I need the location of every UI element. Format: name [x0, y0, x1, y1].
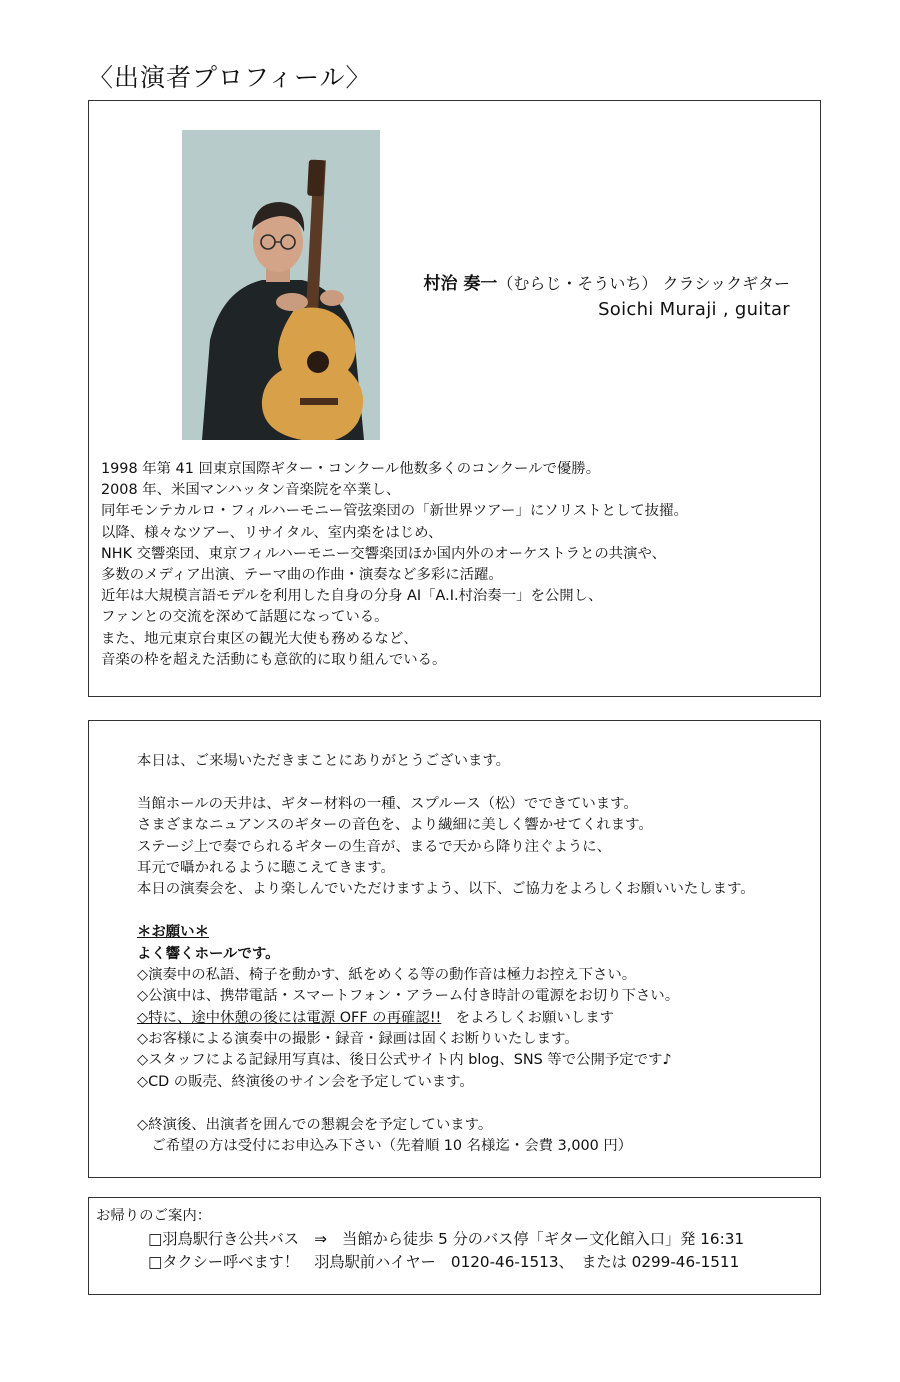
hall-line: 当館ホールの天井は、ギター材料の一種、スプルース（松）でできています。: [137, 795, 638, 812]
bio-line: 以降、様々なツアー、リサイタル、室内楽をはじめ、: [101, 524, 443, 541]
bio-line: 多数のメディア出演、テーマ曲の作曲・演奏など多彩に活躍。: [101, 566, 503, 583]
bio-line: また、地元東京台東区の観光大使も務めるなど、: [101, 630, 418, 647]
request-item-recheck: [137, 1008, 807, 1029]
bio-line: 同年モンテカルロ・フィルハーモニー管弦楽団の「新世界ツアー」にソリストとして抜擢。: [101, 503, 688, 520]
bio-line: 1998 年第 41 回東京国際ギター・コンクール他数多くのコンクールで優勝。: [101, 461, 601, 477]
greeting: 本日は、ご来場いただきまことにありがとうございます。: [137, 753, 511, 769]
page-heading: 〈出演者プロフィール〉: [88, 63, 372, 92]
performer-photo: [182, 130, 380, 440]
bio-line: 近年は大規模言語モデルを利用した自身の分身 AI「A.I.村治奏一」を公開し、: [101, 588, 603, 605]
performer-reading: （むらじ・そういち） クラシックギター: [497, 274, 790, 293]
hall-line: 耳元で囁かれるように聴こえてきます。: [137, 859, 395, 876]
performer-bio: [101, 459, 801, 671]
bio-line: NHK 交響楽団、東京フィルハーモニー交響楽団ほか国内外のオーケストラとの共演や、: [101, 545, 667, 562]
return-info-box: [88, 1197, 821, 1295]
request-item: ◇CD の販売、終演後のサイン会を予定しています。: [137, 1073, 474, 1090]
performer-name-en: Soichi Muraji , guitar: [598, 299, 790, 320]
bio-line: 音楽の枠を超えた活動にも意欲的に取り組んでいる。: [101, 651, 447, 668]
recheck-underlined: ◇特に、途中休憩の後には電源 OFF の再確認!!: [137, 1009, 442, 1026]
notice-text: [137, 751, 807, 1157]
request-title: ＊お願い＊: [137, 924, 209, 941]
party-detail: ご希望の方は受付にお申込み下さい（先着順 10 名様迄・会費 3,000 円）: [137, 1138, 633, 1155]
performer-name-ja: 村治 奏一: [423, 274, 498, 294]
request-item: ◇スタッフによる記録用写真は、後日公式サイト内 blog、SNS 等で公開予定です♪: [137, 1052, 672, 1069]
hall-line: ステージ上で奏でられるギターの生音が、まるで天から降り注ぐように、: [137, 838, 612, 855]
party-line: ◇終演後、出演者を囲んでの懇親会を予定しています。: [137, 1116, 493, 1133]
request-item: ◇公演中は、携帯電話・スマートフォン・アラーム付き時計の電源をお切り下さい。: [137, 988, 680, 1005]
request-item: ◇お客様による演奏中の撮影・録音・録画は固くお断りいたします。: [137, 1031, 579, 1048]
notice-box: [88, 720, 821, 1178]
profile-box: [88, 100, 821, 697]
request-subtitle: よく響くホールです。: [137, 945, 280, 962]
request-item: ◇演奏中の私語、椅子を動かす、紙をめくる等の動作音は極力お控え下さい。: [137, 966, 637, 983]
bio-line: ファンとの交流を深めて話題になっている。: [101, 609, 389, 626]
bus-info: □羽鳥駅行き公共バス ⇒ 当館から徒歩 5 分のバス停「ギター文化館入口」発 16:31: [148, 1230, 745, 1248]
recheck-rest: をよろしくお願いします: [441, 1009, 614, 1026]
bio-line: 2008 年、米国マンハッタン音楽院を卒業し、: [101, 482, 401, 499]
hall-line: 本日の演奏会を、より楽しんでいただけますよう、以下、ご協力をよろしくお願いいたします。: [137, 881, 755, 898]
return-title: お帰りのご案内：: [96, 1208, 212, 1224]
taxi-info: □タクシー呼べます！ 羽鳥駅前ハイヤー 0120-46-1513、 または 0299-46-1511: [148, 1253, 740, 1271]
performer-name-block: [423, 271, 790, 323]
hall-line: さまざまなニュアンスのギターの音色を、より繊細に美しく響かせてくれます。: [137, 817, 653, 834]
return-info: [96, 1205, 811, 1274]
